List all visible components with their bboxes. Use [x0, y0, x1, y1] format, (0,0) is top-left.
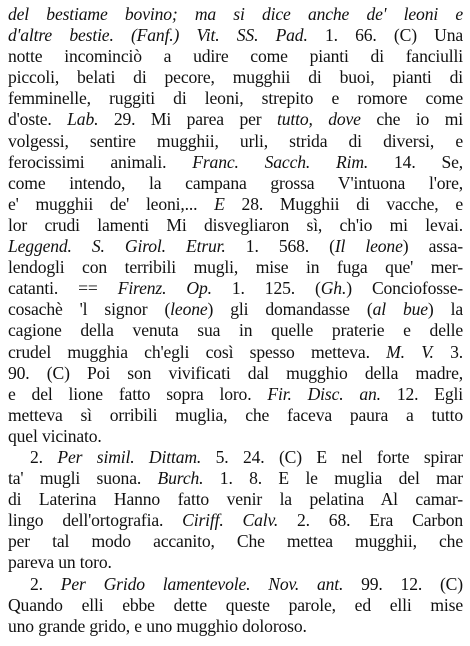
- text-line: [8, 574, 463, 595]
- text-line: [8, 384, 463, 405]
- entry-paragraph: [8, 4, 463, 447]
- citation-run: Il leone: [334, 236, 403, 257]
- text-run: 5. 24. (C) E nel forte spirar: [201, 446, 463, 467]
- text-line: [8, 405, 463, 426]
- text-run: come intendo, la campana grossa V'intuona l'ore,: [8, 172, 463, 193]
- citation-run: Ciriff. Calv.: [182, 510, 279, 531]
- text-run: uno grande grido, e uno mugghio doloroso.: [8, 615, 307, 636]
- citation-run: leone: [170, 299, 208, 320]
- text-run: 2. 68. Era Carbon: [278, 510, 464, 531]
- text-run: metteva sì orribili muglia, che faceva paura a tutto: [8, 404, 463, 425]
- text-run: e' mugghii de' leoni,...: [8, 193, 215, 214]
- text-line: [8, 109, 463, 130]
- text-line: [8, 595, 463, 616]
- citation-run: Vit. SS. Pad.: [196, 25, 308, 46]
- text-run: 12. Egli: [380, 383, 463, 404]
- citation-run: Fir. Disc. an.: [267, 383, 381, 404]
- text-run: ferocissimi animali.: [8, 151, 193, 172]
- text-line: [8, 173, 463, 194]
- text-line: [8, 131, 463, 152]
- text-line: [8, 363, 463, 384]
- citation-run: d'altre bestie. (Fanf.): [8, 25, 180, 46]
- text-run: 28. Mugghii di vacche, e: [224, 193, 463, 214]
- text-run: lor crudi lamenti Mi disvegliaron sì, ch'io mi levai.: [8, 214, 463, 235]
- citation-run: tutto,: [276, 109, 313, 130]
- citation-run: Burch.: [157, 468, 204, 489]
- text-line: [8, 552, 463, 573]
- text-run: [313, 109, 329, 129]
- text-line: [8, 46, 463, 67]
- entry-text: [8, 4, 463, 637]
- entry-paragraph: [8, 574, 463, 637]
- text-run: 14. Se,: [368, 151, 463, 172]
- text-run: quel vicinato.: [8, 425, 102, 446]
- citation-run: Firenz. Op.: [117, 278, 212, 299]
- text-line: [8, 257, 463, 278]
- citation-run: Franc. Sacch. Rim.: [192, 151, 369, 172]
- text-run: 3.: [433, 341, 463, 362]
- text-line: [8, 468, 463, 489]
- text-run: pareva un toro.: [8, 552, 112, 573]
- text-run: notte incominciò a udire come pianti di fanciulli: [8, 46, 463, 67]
- text-run: ) Conciofosse-: [346, 278, 463, 299]
- text-run: Quando elli ebbe dette queste parole, ed elli mise: [8, 594, 463, 615]
- citation-run: Leggend. S. Girol. Etrur.: [8, 236, 226, 257]
- citation-run: al bue: [372, 299, 428, 320]
- text-run: d'oste.: [8, 109, 68, 130]
- citation-run: del bestiame bovino; ma si dice anche de' leoni e: [8, 4, 463, 24]
- text-line: [8, 342, 463, 363]
- text-run: catanti. ==: [8, 278, 118, 299]
- text-line: [8, 25, 463, 46]
- text-run: 1. 8. E le muglia del mar: [203, 468, 464, 489]
- text-run: che io mi: [360, 109, 463, 130]
- citation-run: Gh.: [320, 278, 347, 299]
- text-line: [8, 426, 463, 447]
- text-run: 1. 568. (: [225, 236, 335, 257]
- text-line: [8, 67, 463, 88]
- text-run: piccoli, belati di pecore, mugghii di buoi, pianti di: [8, 67, 463, 88]
- citation-run: M. V.: [386, 341, 434, 362]
- text-run: 29. Mi parea per: [98, 109, 277, 130]
- entry-paragraph: [8, 447, 463, 574]
- text-run: femminelle, ruggiti di leoni, strepito e romore come: [8, 88, 463, 109]
- text-run: cosachè 'l signor (: [8, 299, 171, 320]
- text-line: [8, 531, 463, 552]
- text-run: 2.: [30, 446, 58, 467]
- text-run: 99. 12. (C): [343, 573, 463, 594]
- citation-run: dove: [328, 109, 361, 130]
- text-line: [8, 152, 463, 173]
- citation-run: E: [214, 193, 225, 214]
- citation-run: Lab.: [67, 109, 99, 130]
- text-run: ) la: [427, 299, 464, 320]
- text-line: [8, 510, 463, 531]
- text-run: ) assa-: [402, 236, 463, 257]
- text-run: ta' mugli suona.: [8, 468, 158, 489]
- text-run: 90. (C) Poi son vivificati dal mugghio della madre,: [8, 362, 463, 383]
- text-line: [8, 320, 463, 341]
- text-line: [8, 4, 463, 25]
- citation-run: Per Grido lamentevole. Nov. ant.: [60, 573, 344, 594]
- text-run: per tal modo accanito, Che mettea mugghii, che: [8, 531, 463, 552]
- text-line: [8, 299, 463, 320]
- text-line: [8, 489, 463, 510]
- text-run: cagione della venuta sua in quelle praterie e delle: [8, 320, 463, 341]
- text-run: lendogli con terribili mugli, mise in fuga que' mer-: [8, 257, 463, 278]
- text-run: ) gli domandasse (: [207, 299, 373, 320]
- text-line: [8, 616, 463, 637]
- text-run: [179, 25, 196, 45]
- text-run: volgessi, sentire mugghii, urli, strida di diversi, e: [8, 130, 463, 151]
- text-line: [8, 447, 463, 468]
- text-line: [8, 215, 463, 236]
- text-run: lingo dell'ortografia.: [8, 510, 183, 531]
- text-run: di Laterina Hanno fatto venir la pelatina Al camar-: [8, 489, 463, 510]
- text-line: [8, 88, 463, 109]
- text-line: [8, 194, 463, 215]
- text-run: 1. 125. (: [211, 278, 321, 299]
- text-run: e del lione fatto sopra loro.: [8, 383, 268, 404]
- citation-run: Per simil. Dittam.: [57, 446, 202, 467]
- text-line: [8, 236, 463, 257]
- text-line: [8, 278, 463, 299]
- text-run: crudel mugghia ch'egli così spesso metteva.: [8, 341, 387, 362]
- text-run: 2.: [30, 573, 61, 594]
- text-run: 1. 66. (C) Una: [307, 25, 464, 46]
